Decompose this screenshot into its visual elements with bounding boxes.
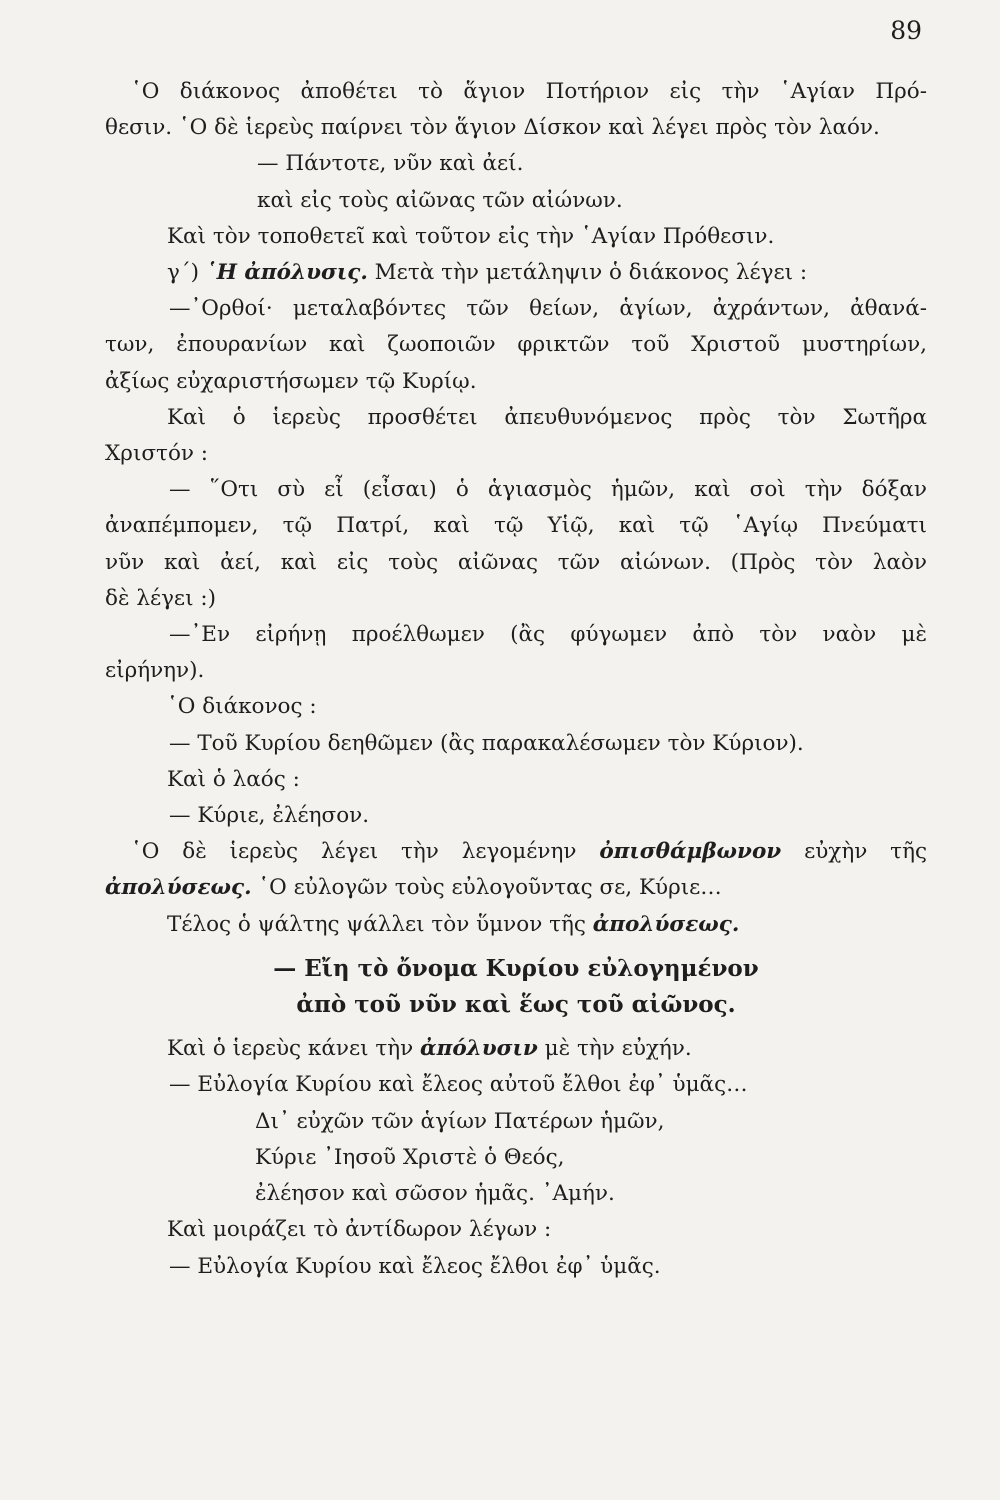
text-fragment: Καὶ ὁ ἱερεὺς κάνει τὴν	[167, 1036, 421, 1062]
text-line: Καὶ ὁ ἱερεὺς προσθέτει ἀπευθυνόμενος πρὸς τὸν Σωτῆρα	[167, 404, 927, 430]
text-line: θεσιν. ῾Ο δὲ ἱερεὺς παίρνει τὸν ἅγιον Δίσκον καὶ λέγει πρὸς τὸν λαόν.	[105, 115, 880, 141]
text-line: Καὶ ὁ λαός :	[167, 766, 300, 792]
text-line: Καὶ τὸν τοποθετεῖ καὶ τοῦτον εἰς τὴν ῾Αγίαν Πρόθεσιν.	[167, 223, 775, 249]
text-line: των, ἐπουρανίων καὶ ζωοποιῶν φρικτῶν τοῦ Χριστοῦ μυστηρίων,	[105, 332, 927, 358]
text-line	[105, 1031, 927, 1067]
text-line: — Κύριε, ἐλέησον.	[169, 803, 370, 829]
emphasis-term: ὀπισθάμβωνον	[599, 839, 782, 865]
page-number: 89	[890, 16, 922, 45]
emphasis-term: ἀπολύσεως.	[592, 911, 740, 937]
text-fragment: μὲ τὴν εὐχήν.	[537, 1036, 692, 1062]
text-line: δὲ λέγει :)	[105, 585, 216, 611]
section-title: ῾Η ἀπόλυσις.	[205, 260, 368, 286]
text-fragment: Τέλος ὁ ψάλτης ψάλλει τὸν ὕμνον τῆς	[167, 911, 593, 937]
section-number: γ΄)	[167, 260, 206, 286]
text-line: ἀξίως εὐχαριστήσωμεν τῷ Κυρίῳ.	[105, 368, 477, 394]
text-line	[105, 870, 927, 906]
text-line: — ῞Οτι σὺ εἶ (εἶσαι) ὁ ἁγιασμὸς ἡμῶν, καὶ σοὶ τὴν δόξαν	[169, 477, 927, 503]
text-line	[105, 834, 927, 870]
emphasis-term: ἀπολύσεως.	[105, 875, 252, 901]
section-heading-line	[105, 255, 927, 291]
hymn-line: ἀπὸ τοῦ νῦν καὶ ἕως τοῦ αἰῶνος.	[296, 991, 736, 1019]
hymn-line: — Εἴη τὸ ὄνομα Κυρίου εὐλογημένον	[273, 954, 759, 982]
text-line: — Εὐλογία Κυρίου καὶ ἔλεος ἔλθοι ἐφ᾿ ὑμᾶς.	[169, 1253, 661, 1279]
emphasis-term: ἀπόλυσιν	[420, 1036, 538, 1062]
page-body	[105, 74, 927, 1285]
text-line: —᾿Ορθοί· μεταλαβόντες τῶν θείων, ἁγίων, ἀχράντων, ἀθανά-	[169, 296, 927, 322]
text-fragment: ῾Ο εὐλογῶν τοὺς εὐλογοῦντας σε, Κύριε…	[251, 875, 722, 901]
text-line: ῾Ο διάκονος :	[167, 694, 317, 720]
text-line: νῦν καὶ ἀεί, καὶ εἰς τοὺς αἰῶνας τῶν αἰώνων. (Πρὸς τὸν λαὸν	[105, 549, 927, 575]
verse-line: Δι᾿ εὐχῶν τῶν ἁγίων Πατέρων ἡμῶν,	[255, 1108, 665, 1134]
text-fragment: εὐχὴν τῆς	[781, 839, 927, 865]
text-fragment: ῾Ο δὲ ἱερεὺς λέγει τὴν λεγομένην	[131, 839, 600, 865]
text-line: — Τοῦ Κυρίου δεηθῶμεν (ἂς παρακαλέσωμεν τὸν Κύριον).	[169, 730, 804, 756]
text-fragment: Μετὰ τὴν μετάληψιν ὁ διάκονος λέγει :	[367, 260, 808, 286]
text-line: Καὶ μοιράζει τὸ ἀντίδωρον λέγων :	[167, 1217, 552, 1243]
text-line: καὶ εἰς τοὺς αἰῶνας τῶν αἰώνων.	[257, 187, 623, 213]
text-line: —᾿Εν εἰρήνῃ προέλθωμεν (ἂς φύγωμεν ἀπὸ τὸν ναὸν μὲ	[169, 622, 927, 648]
text-line: — Εὐλογία Κυρίου καὶ ἔλεος αὐτοῦ ἔλθοι ἐφ᾿ ὑμᾶς…	[169, 1072, 748, 1098]
verse-line: Κύριε ᾿Ιησοῦ Χριστὲ ὁ Θεός,	[255, 1144, 565, 1170]
text-line	[105, 907, 927, 943]
text-line: ῾Ο διάκονος ἀποθέτει τὸ ἅγιον Ποτήριον εἰς τὴν ῾Αγίαν Πρό-	[131, 79, 927, 104]
text-line: ἀναπέμπομεν, τῷ Πατρί, καὶ τῷ Υἱῷ, καὶ τῷ ῾Αγίῳ Πνεύματι	[105, 513, 927, 539]
text-line: — Πάντοτε, νῦν καὶ ἀεί.	[257, 151, 524, 177]
verse-line: ἐλέησον καὶ σῶσον ἡμᾶς. ᾿Αμήν.	[255, 1181, 615, 1207]
text-line: Χριστόν :	[105, 441, 209, 467]
text-line: εἰρήνην).	[105, 658, 205, 684]
